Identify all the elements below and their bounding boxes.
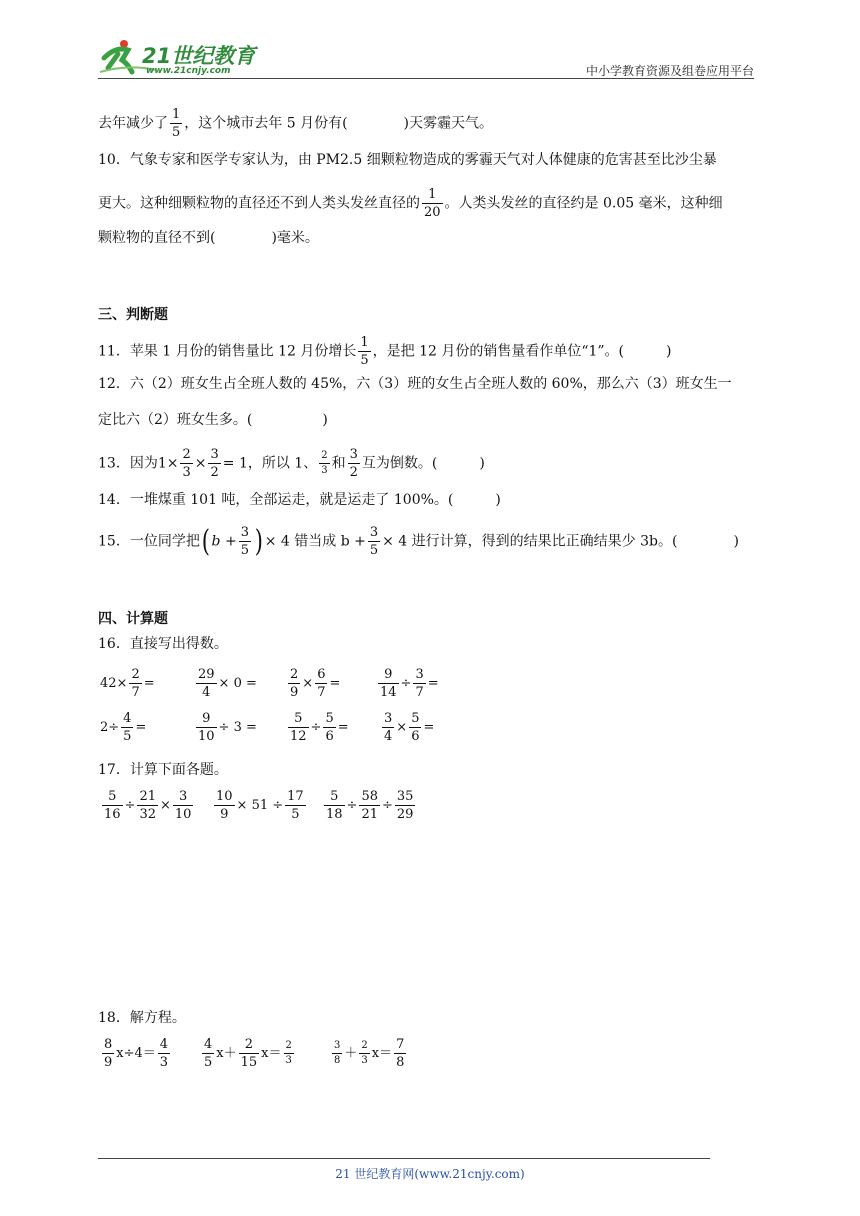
fraction: $\frac{2}{3}$ [321,450,328,476]
q11-text-b: ，是把 12 月份的销售量看作单位“1”。( ) [372,343,672,360]
q18-equation-2: $\frac{4}{5}$ x＋ $\frac{2}{15}$ x＝ $\frac{2}{3}$ [204,1037,292,1070]
q16-title: 16．直接写出得数。 [98,636,228,652]
q17-expr-2: $\frac{10}{9}$ × 51 ÷ $\frac{17}{5}$ [216,789,304,822]
q17-expr-1: $\frac{5}{16}$ ÷ $\frac{21}{32}$ × $\frac{3}{10}$ [104,789,192,822]
q16-expr: $\frac{2}{9}$ × $\frac{6}{7}$ = [290,667,341,700]
fraction: $\frac{3}{2}$ [210,447,219,480]
footer-text: 21 世纪教育网(www.21cnjy.com) [335,1167,525,1181]
fraction: $\frac{2}{3}$ [182,447,191,480]
fraction: $\frac{3}{5}$ [240,525,249,558]
q16-expr: $\frac{3}{4}$ × $\frac{5}{6}$ = [384,711,435,744]
q12-line1: 12．六（2）班女生占全班人数的 45%，六（3）班的女生占全班人数的 60%，那么六（3）班女生一 [98,376,732,392]
section-title-judgement: 三、判断题 [98,307,168,323]
q16-expr: $\frac{9}{10}$ ÷ 3 = [198,711,257,744]
q10-text-b: 。人类头发丝的直径约是 0.05 毫米，这种细 [444,195,723,212]
q16-expr: 2÷ $\frac{4}{5}$ = [100,711,147,744]
q10-line2 [98,188,723,219]
q10-text-a: 更大。这种细颗粒物的直径还不到人类头发丝直径的 [98,195,420,212]
q10-line1: 10．气象专家和医学专家认为，由 PM2.5 细颗粒物造成的雾霾天气对人体健康的危害甚至比沙尘暴 [98,152,717,168]
q9-tail [98,108,493,139]
q11-text-a: 11．苹果 1 月份的销售量比 12 月份增长 [98,343,357,360]
q11 [98,336,671,367]
logo-text: 21世纪教育 [142,44,256,68]
q15: 15．一位同学把( b + $\frac{3}{5}$ ) × 4 错当成 b + $\frac{3}{5}$ × 4 进行计算，得到的结果比正确结果少 3b。( ) [98,523,739,559]
q17-expr-3: $\frac{5}{18}$ ÷ $\frac{58}{21}$ ÷ $\frac{35}{29}$ [326,789,414,822]
fraction: $\frac{1}{5}$ [172,107,181,140]
section-title-calculation: 四、计算题 [98,611,168,627]
q9-text-b: ，这个城市去年 5 月份有( )天雾霾天气。 [184,115,494,132]
q18-title: 18．解方程。 [98,1010,186,1026]
site-logo [98,36,258,78]
q10-line3: 颗粒物的直径不到( )毫米。 [98,230,319,246]
fraction: $\frac{1}{20}$ [424,187,441,220]
logo-url: www.21cnjy.com [146,66,231,76]
fraction: $\frac{3}{5}$ [369,525,379,558]
q16-expr: 42× $\frac{2}{7}$ = [100,667,155,700]
q9-text-a: 去年减少了 [98,115,168,132]
q18-equation-1: $\frac{8}{9}$ x÷4＝ $\frac{4}{3}$ [104,1037,169,1070]
q18-equation-3: $\frac{3}{8}$ ＋ $\frac{2}{3}$ x＝ $\frac{7}{8}$ [334,1037,405,1070]
fraction: $\frac{3}{2}$ [349,447,358,480]
q17-title: 17．计算下面各题。 [98,762,228,778]
q14: 14．一堆煤重 101 吨，全部运走，就是运走了 100%。( ) [98,492,501,508]
footer-divider [98,1158,710,1159]
q16-expr: $\frac{29}{4}$ × 0 = [198,667,257,700]
header-divider [98,78,754,79]
q16-expr: $\frac{9}{14}$ ÷ $\frac{3}{7}$ = [380,667,439,700]
q16-expr: $\frac{5}{12}$ ÷ $\frac{5}{6}$ = [290,711,349,744]
q13: 13．因为1× $\frac{2}{3}$ × $\frac{3}{2}$ = 1，所以 1、 $\frac{2}{3}$ 和 $\frac{3}{2}$ 互为倒数。( ) [98,447,485,480]
header-platform-text: 中小学教育资源及组卷应用平台 [585,64,754,78]
q12-line2: 定比六（2）班女生多。( ) [98,412,328,428]
fraction: $\frac{1}{5}$ [360,335,369,368]
